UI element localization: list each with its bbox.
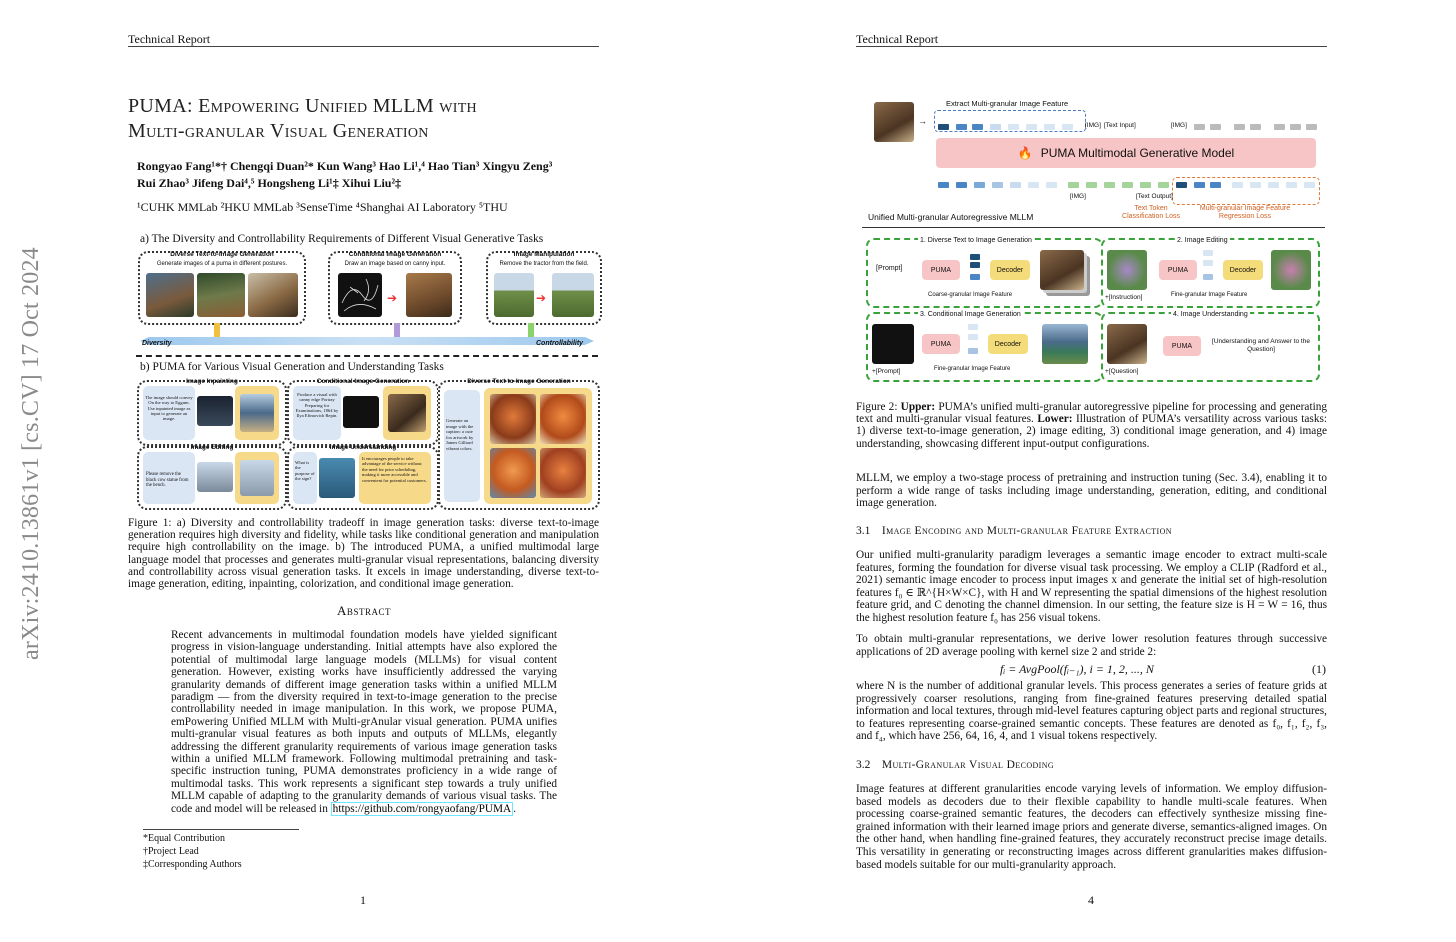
- controllability-marker-mid: [394, 323, 400, 337]
- caption-lower-label: Lower:: [1037, 413, 1073, 426]
- puma-image-1: [146, 273, 194, 317]
- out-token-1: [938, 182, 949, 188]
- fig1a-panel-conditional: [328, 251, 462, 325]
- page-number-1: 1: [360, 893, 366, 907]
- inpaint-prompt: The image should convey On the way to Eggum. Use inpainted image as input to generate an image.: [145, 395, 193, 422]
- panel-title: 2. Image Editing: [1177, 237, 1228, 244]
- header-rule: [128, 46, 599, 47]
- title-line-2: Multi-granular Visual Generation: [128, 120, 429, 142]
- output-bubble: [383, 386, 431, 440]
- token-fN-1b: [972, 124, 983, 130]
- text-output-tag: [Text Output]: [1136, 193, 1173, 200]
- fox-image-2: [540, 394, 586, 444]
- authors-line-2: Rui Zhao³ Jifeng Dai⁴,⁵ Hongsheng Li¹‡ Xihui Liu²‡: [137, 176, 402, 190]
- regression-loss-label: Multi-granular Image Feature Regression Loss: [1199, 205, 1291, 220]
- model-name: PUMA Multimodal Generative Model: [1040, 146, 1235, 160]
- task-panel-t2i: [866, 238, 1103, 308]
- t2i-prompt: Generate an image with the caption: a cute fox artwork by James Gilliard vibrant colors.: [446, 418, 474, 451]
- author-list: [137, 158, 607, 192]
- fox-image-3: [490, 448, 536, 498]
- extract-feature-label: Extract Multi-granular Image Feature: [946, 99, 1069, 108]
- paragraph-4: Image features at different granularities encode varying levels of information. We employ diffusion-based models as decoders due to their flexible capability to handle multi-scale features. When processing coarse-grained semantic features, the decoders can effectively synthesize missing fine-grained information with their learned image priors and generate diverse, semantics-aligned images. On the other hand, when handling fine-grained features, they accurately reconstruct precise image details. This versatility in generating or reconstructing images across different granularities makes diffusion-based models suitable for our multi-granularity approach.: [856, 783, 1327, 871]
- prompt-bubble: [293, 386, 341, 440]
- panel-title: 1. Diverse Text to Image Generation: [920, 237, 1032, 244]
- output-bubble: [235, 452, 279, 504]
- answer-bubble: [359, 452, 431, 504]
- fig1b-inpainting-panel: [137, 380, 287, 446]
- fig1b-editing-panel: [137, 446, 287, 510]
- out-token-3: [974, 182, 985, 188]
- abstract-body: Recent advancements in multimodal foundation models have yielded significant progress in vision-language understanding. Initial attempts have also explored the potential of multimodal large language models (MLLMs) for visual content generation. However, existing works have insufficiently addressed the varying granularity demands of different image generation tasks within a unified MLLM paradigm — from the diversity required in text-to-image generation to the precise controllability needed in image manipulation. In this work, we propose PUMA, emPowering Unified MLLM with Multi-grAnular visual generation. PUMA unifies multi-granular visual features as both inputs and outputs of MLLMs, elegantly addressing the different granularity requirements of various image generation tasks within a unified MLLM framework. Following multimodal pretraining and task-specific instruction tuning, PUMA demonstrates proficiency in a wide range of multimodal tasks. This work represents a significant step towards a truly unified MLLM capable of adapting to the granularity demands of various visual tasks. The code and model will be released in https://github.com/rongyaofang/PUMA .: [171, 629, 557, 815]
- img-tag: [IMG]: [1085, 122, 1101, 129]
- fig2-divider: [862, 227, 1325, 228]
- arrow-right-icon: →: [918, 116, 927, 126]
- panel-output: [Understanding and Answer to the Question]: [1212, 338, 1310, 353]
- und-answer: It encourages people to take advantage of the service without the need for prior scheduling, making it more accessible and convenient for potential customers.: [362, 456, 427, 483]
- panel-title: 4. Image Understanding: [1173, 311, 1248, 318]
- hydrangea-output-image: [1271, 250, 1311, 290]
- panel-input: +[Question]: [1105, 368, 1139, 375]
- painting-output-image: [388, 394, 426, 432]
- field-with-tractor-image: [494, 273, 534, 317]
- hydrangea-input-image: [1107, 250, 1147, 290]
- affiliations: ¹CUHK MMLab ²HKU MMLab ³SenseTime ⁴Shanghai AI Laboratory ⁵THU: [137, 200, 508, 214]
- axis-diversity-label: Diversity: [142, 340, 172, 347]
- footnote-lead: †Project Lead: [143, 846, 199, 857]
- panel-sub: Fine-granular Image Feature: [1171, 292, 1248, 298]
- prompt-bubble: [143, 386, 195, 440]
- task-panel-editing: [1101, 238, 1320, 308]
- panel-title: 3. Conditional Image Generation: [920, 311, 1021, 318]
- section-title: Multi-Granular Visual Decoding: [881, 759, 1055, 771]
- text-token-4: [1122, 182, 1133, 188]
- text-token-2: [1086, 182, 1097, 188]
- out-token-4: [992, 182, 1003, 188]
- fine-token-3: [968, 348, 978, 354]
- fig1b-title: b) PUMA for Various Visual Generation and Understanding Tasks: [140, 361, 444, 373]
- puma-block: PUMA: [1163, 336, 1201, 356]
- img-tag-2: [IMG]: [1171, 122, 1187, 129]
- caption-label: Figure 2:: [856, 401, 898, 413]
- out-token-7: [1046, 182, 1057, 188]
- section-title: Image Encoding and Multi-granular Feature Extraction: [881, 525, 1172, 537]
- caption-lower-text: Illustration of PUMA’s versatility across various tasks: 1) diverse text-to-image generation, 2) image editing, 3) conditional image generation, and 4) image understanding, showcasing different input-output configurations.: [856, 413, 1328, 450]
- token-f0-2: [1026, 124, 1037, 130]
- coarse-token-2: [970, 262, 980, 268]
- panel-title: Conditional Image Generation: [348, 251, 442, 258]
- controllability-marker-high: [528, 323, 534, 337]
- output-bubble: [235, 386, 279, 440]
- fine-token-3: [1203, 274, 1213, 280]
- out-token-2: [956, 182, 967, 188]
- panel-desc: Generate images of a puma in different postures.: [156, 261, 288, 267]
- unified-mllm-label: Unified Multi-granular Autoregressive MLLM: [868, 212, 1034, 222]
- page-number-4: 4: [1088, 893, 1094, 907]
- puma-model-block: [936, 138, 1316, 168]
- token-fN-1: [956, 124, 967, 130]
- fig1b-conditional-panel: [287, 380, 439, 446]
- token-f: [990, 124, 1001, 130]
- puma-image-3: [248, 273, 298, 317]
- canny-input-image: [343, 396, 379, 428]
- text-token-1: [1068, 182, 1079, 188]
- section-number: 3.2: [856, 759, 871, 771]
- fig1b-t2i-panel: [438, 380, 600, 510]
- caption-text: a) Diversity and controllability tradeoff in image generation tasks: diverse text-to-image generation requires high diversity and fidelity, while tasks like conditional generation and manipulation require high controllability on the image. b) The introduced PUMA, a unified multimodal large language model that processes and generates multi-granular visual representations, balancing diversity and controllability across visual generation tasks. It excels in image understanding, diverse text-to-image generation, editing, inpainting, colorization, and conditional image generation.: [128, 517, 599, 591]
- abstract-heading: Abstract: [337, 603, 391, 618]
- fine-token-2: [1203, 260, 1213, 266]
- panel-title: Diverse Text-to-Image Generation: [170, 251, 274, 258]
- text-token-3: [1104, 182, 1115, 188]
- placeholder-token-2: [1210, 124, 1221, 130]
- task-panel-conditional: [866, 312, 1103, 382]
- panel-title: Image Editing: [190, 444, 234, 451]
- fig1a-panel-t2i: [138, 251, 306, 325]
- und-question: What is the purpose of the sign?: [295, 460, 315, 481]
- text-loss-label: Text Token Classification Loss: [1122, 205, 1180, 220]
- cond-prompt: Produce a visual with canny edge Portray Preparing for Examinations, 1864 by Ilya Efimovich Repin.: [295, 392, 339, 419]
- lake-output-image: [1042, 324, 1088, 364]
- edited-bench-image: [240, 460, 274, 496]
- abstract-text: Recent advancements in multimodal foundation models have yielded significant progress in vision-language understanding. Initial attempts have also explored the potential of multimodal large language models (MLLMs) for visual content generation. However, existing works have insufficiently addressed the varying granularity demands of different image generation tasks within a unified MLLM paradigm — from the diversity required in text-to-image generation to the precise controllability needed in image manipulation. In this work, we propose PUMA, emPowering Unified MLLM with Multi-grAnular visual generation. PUMA unifies multi-granular visual features as both inputs and outputs of MLLMs, elegantly addressing the different granularity requirements of various image generation tasks within a unified MLLM framework. Following multimodal pretraining and task-specific instruction tuning, PUMA demonstrates proficiency in a wide range of multimodal tasks. This work represents a significant step towards a truly unified MLLM capable of adapting to the granularity demands of various visual tasks. The code and model will be released in: [171, 629, 557, 815]
- decoder-block: Decoder: [988, 334, 1028, 354]
- puma-block: PUMA: [1159, 260, 1197, 280]
- placeholder-token-4: [1250, 124, 1261, 130]
- masked-input-image: [197, 396, 233, 426]
- panel-sub: Coarse-granular Image Feature: [928, 292, 1013, 298]
- token-fN: [938, 124, 949, 130]
- page-4: [728, 0, 1456, 942]
- fig1a-title: a) The Diversity and Controllability Requirements of Different Visual Generative Tasks: [140, 233, 544, 245]
- fire-icon: 🔥: [1017, 146, 1033, 160]
- placeholder-token-7: [1306, 124, 1317, 130]
- question-bubble: [293, 452, 317, 504]
- arrow-right-icon: ➔: [387, 291, 398, 305]
- text-token-6: [1158, 182, 1169, 188]
- footnote-equal: *Equal Contribution: [143, 833, 225, 844]
- prompt-bubble: [444, 390, 480, 502]
- tradeoff-axis: [140, 337, 594, 345]
- decoder-block: Decoder: [1223, 260, 1263, 280]
- placeholder-token-3: [1234, 124, 1245, 130]
- github-link[interactable]: https://github.com/rongyaofang/PUMA: [332, 802, 512, 815]
- placeholder-token-6: [1290, 124, 1301, 130]
- puma-block: PUMA: [922, 334, 960, 354]
- canny-input-image: [872, 324, 914, 364]
- task-panel-understanding: [1101, 312, 1320, 382]
- panel-input: +[Prompt]: [872, 368, 901, 375]
- panel-title: Diverse Text-to-Image Generation: [467, 378, 571, 385]
- text-token-5: [1140, 182, 1151, 188]
- fox-image-1: [490, 394, 536, 444]
- panel-title: Image Inpainting: [186, 378, 238, 385]
- panel-title: Conditional Image Generation: [316, 378, 410, 385]
- fine-token-1: [1203, 250, 1213, 256]
- paragraph-3: where N is the number of additional granular levels. This process generates a series of feature grids at progressively coarser resolutions, ranging from fine-grained features preserving detailed spatial information and local textures, through mid-level features capturing object parts and regional structures, to features representing coarse-grained semantic concepts. These features are denoted as f₀, f₁, f₂, f₃, and f₄, which have 256, 64, 16, 4, and 1 visual tokens respectively.: [856, 680, 1327, 743]
- edit-prompt: Please remove the black cow statue from the bench.: [146, 472, 189, 488]
- input-image-thumb: [874, 102, 914, 142]
- figure-divider: [136, 355, 598, 357]
- figure-2-caption: [856, 401, 1327, 450]
- token-f0-3: [1044, 124, 1055, 130]
- paragraph-2: To obtain multi-granular representations, we derive lower resolution features through successive applications of 2D average pooling with kernel size 2 and stride 2:: [856, 633, 1327, 658]
- paper-title: [128, 94, 598, 144]
- sign-image: [319, 458, 355, 498]
- token-f0-4: [1062, 124, 1073, 130]
- arxiv-stamp[interactable]: arXiv:2410.13861v1 [cs.CV] 17 Oct 2024: [18, 247, 44, 660]
- coarse-token-1: [970, 254, 980, 260]
- inpainted-image: [240, 394, 274, 432]
- diversity-marker: [214, 323, 220, 337]
- section-3-2-heading: [856, 759, 1054, 771]
- fig1a-panel-manipulation: [486, 251, 602, 325]
- equation-1: fᵢ = AvgPool(fᵢ₋₁), i = 1, 2, ..., N: [1000, 662, 1154, 676]
- regression-loss-box: [1172, 177, 1320, 205]
- equation-number: (1): [1312, 662, 1326, 676]
- field-without-tractor-image: [552, 273, 594, 317]
- fine-token-2: [968, 334, 978, 340]
- section-number: 3.1: [856, 525, 871, 537]
- puma-input-image: [1107, 324, 1147, 364]
- img-tag-out: [IMG]: [1070, 193, 1086, 200]
- fox-image-4: [540, 448, 586, 498]
- caption-label: Figure 1:: [128, 517, 172, 529]
- panel-input: +[Instruction]: [1105, 294, 1143, 301]
- section-3-1-heading: [856, 525, 1172, 537]
- decoder-block: Decoder: [990, 260, 1030, 280]
- puma-block: PUMA: [922, 260, 960, 280]
- canny-lines: [338, 273, 382, 317]
- running-header: Technical Report: [856, 32, 939, 46]
- running-header: Technical Report: [128, 32, 211, 46]
- arrow-right-icon: ➔: [536, 291, 547, 305]
- panel-input: [Prompt]: [876, 265, 903, 272]
- out-token-5: [1010, 182, 1021, 188]
- paragraph-0: MLLM, we employ a two-stage process of pretraining and instruction tuning (Sec. 3.4), enabling it to perform a wide range of tasks including image understanding, generation, editing, and conditional image generation.: [856, 472, 1327, 510]
- out-token-6: [1028, 182, 1039, 188]
- placeholder-token-1: [1194, 124, 1205, 130]
- caption-upper-text: PUMA’s unified multi-granular autoregressive pipeline for processing and generating text and multi-granular visual features.: [856, 401, 1328, 426]
- caption-upper-label: Upper:: [900, 401, 936, 413]
- panel-title: Image Understanding: [329, 444, 397, 451]
- header-rule: [856, 46, 1327, 47]
- authors-line-1: Rongyao Fang¹*† Chengqi Duan²* Kun Wang³ Hao Li¹,⁴ Hao Tian³ Xingyu Zeng³: [137, 159, 553, 173]
- text-input-tag: [Text Input]: [1104, 122, 1136, 129]
- title-line-1: PUMA: Empowering Unified MLLM with: [128, 95, 477, 117]
- placeholder-token-5: [1274, 124, 1285, 130]
- fox-gallery: [484, 388, 592, 504]
- panel-desc: Draw an image based on canny input.: [344, 261, 446, 267]
- coarse-token-3: [970, 274, 980, 280]
- axis-controllability-label: Controllability: [536, 340, 584, 347]
- puma-image-2: [197, 273, 245, 317]
- prompt-bubble: [143, 452, 195, 504]
- paragraph-1: Our unified multi-granularity paradigm leverages a semantic image encoder to extract multi-scale features, forming the foundation for diverse visual task processing. We employ a CLIP (Radford et al., 2021) semantic image encoder to process input images x and generate the initial set of high-resolution features f₀ ∈ ℝ^{H×W×C}, with H and W representing the spatial dimensions of the highest resolution feature grid, and C denoting the channel dimension. In our setting, the feature size is H = W = 16, thus the highest resolution feature f₀ has 256 visual tokens.: [856, 549, 1327, 624]
- panel-desc: Remove the tractor from the field.: [499, 261, 589, 267]
- panel-sub: Fine-granular Image Feature: [934, 366, 1011, 372]
- bench-input-image: [197, 462, 233, 492]
- generated-images-stack: [1040, 250, 1084, 290]
- footnote-corresponding: ‡Corresponding Authors: [143, 859, 242, 870]
- panel-title: Image Manipulation: [513, 251, 575, 258]
- fine-token-1: [968, 324, 978, 330]
- fig1b-understanding-panel: [287, 446, 439, 510]
- figure-1-caption: [128, 517, 599, 590]
- footnote-rule: [143, 829, 299, 830]
- canny-edge-image: [338, 273, 382, 317]
- token-f0-1: [1008, 124, 1019, 130]
- generated-puma-image: [406, 273, 452, 317]
